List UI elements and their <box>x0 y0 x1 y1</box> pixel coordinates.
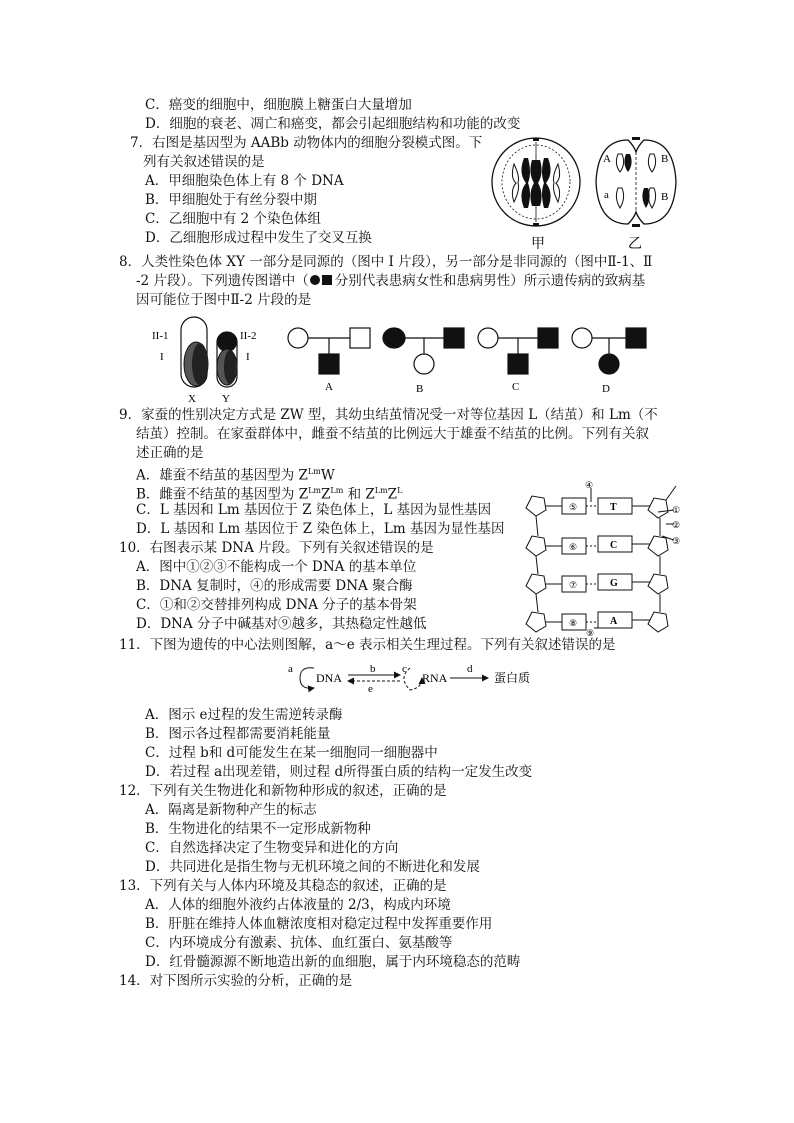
process-c-label: c <box>402 663 407 675</box>
q7-option-a: A．甲细胞染色体上有 8 个 DNA <box>145 173 344 189</box>
q9-option-c: C．L 基因和 Lm 基因位于 Z 染色体上，L 基因为显性基因 <box>136 502 492 518</box>
marker-4: ④ <box>585 480 594 490</box>
q13-option-c: C．内环境成分有激素、抗体、血红蛋白、氨基酸等 <box>145 935 453 951</box>
q11-stem: 11．下图为遗传的中心法则图解，a～e 表示相关生理过程。下列有关叙述错误的是 <box>119 637 616 653</box>
q7-option-d: D．乙细胞形成过程中发生了交叉互换 <box>145 230 372 246</box>
q9-b-mid3: Z <box>387 486 398 503</box>
marker-2: ② <box>672 520 681 530</box>
q9-a-tail: W <box>320 467 335 484</box>
q12-option-a: A．隔离是新物种产生的标志 <box>145 802 317 818</box>
cell-jia <box>492 138 580 226</box>
marker-8: ⑧ <box>569 618 578 628</box>
q7-stem-line1: 7．右图是基因型为 AABb 动物体内的细胞分裂模式图。下 <box>130 135 483 151</box>
process-a-label: a <box>288 663 293 675</box>
fig-label-yi: 乙 <box>628 237 642 252</box>
q13-stem: 13．下列有关与人体内环境及其稳态的叙述，正确的是 <box>119 878 447 894</box>
marker-5: ⑤ <box>569 502 578 512</box>
q9-stem-line3: 述正确的是 <box>136 445 204 461</box>
q10-stem: 10．右图表示某 DNA 片段。下列有关叙述错误的是 <box>119 540 434 556</box>
process-d-label: d <box>467 663 473 675</box>
pedigree-c <box>478 328 558 374</box>
q10-option-c: C．①和②交替排列构成 DNA 分子的基本骨架 <box>136 597 417 613</box>
q7-cell-division-figure <box>488 128 688 252</box>
q10-option-a: A．图中①②③不能构成一个 DNA 的基本单位 <box>136 559 417 575</box>
q9-b-mid: Z <box>321 486 331 503</box>
allele-A-label: A <box>603 153 611 165</box>
q9-b-sup3: Lm <box>374 486 388 495</box>
label-y: Y <box>222 393 230 404</box>
process-e-label: e <box>368 683 373 695</box>
q8-stem-line2 <box>136 272 645 290</box>
pedigree-label-a: A <box>325 381 333 393</box>
q13-option-d: D．红骨髓源源不断地造出新的血细胞，属于内环境稳态的范畴 <box>145 954 521 970</box>
q8-stem-line2-a: -2 片段）。下列遗传图谱中（ <box>136 273 309 289</box>
q9-b-sup1: Lm <box>308 486 321 495</box>
q12-option-b: B．生物进化的结果不一定形成新物种 <box>145 821 371 837</box>
q13-option-b: B．肝脏在维持人体血糖浓度相对稳定过程中发挥重要作用 <box>145 916 493 932</box>
pedigree-b <box>383 328 464 374</box>
q8-figure <box>140 314 660 404</box>
q11-option-b: B．图示各过程都需要消耗能量 <box>145 726 331 742</box>
marker-7: ⑦ <box>569 580 578 590</box>
q9-stem-line2: 结茧）控制。在家蚕群体中，雌蚕不结茧的比例远大于雄蚕不结茧的比例。下列有关叙 <box>136 426 649 442</box>
y-chromosome <box>217 332 237 387</box>
q9-a-sup: Lm <box>307 467 321 476</box>
label-i-right: I <box>246 351 250 363</box>
q13-option-a: A．人体的细胞外液约占体液量的 2/3，构成内环境 <box>145 897 451 913</box>
dna-label: DNA <box>316 671 342 685</box>
q9-stem-line1: 9．家蚕的性别决定方式是 ZW 型，其幼虫结茧情况受一对等位基因 L（结茧）和 Lm（不 <box>119 407 658 423</box>
q12-stem: 12．下列有关生物进化和新物种形成的叙述，正确的是 <box>119 783 447 799</box>
q8-stem-line1: 8．人类性染色体 XY 一部分是同源的（图中 I 片段），另一部分是非同源的（图中Ⅱ-1、Ⅱ <box>119 254 653 270</box>
affected-symbols-icon <box>309 274 335 286</box>
base-g: G <box>610 578 618 589</box>
cell-yi <box>596 137 676 227</box>
pedigree-label-b: B <box>416 383 424 395</box>
label-x: X <box>188 393 196 404</box>
allele-B-label-top: B <box>661 153 669 165</box>
q8-stem-line2-b: 分别代表患病女性和患病男性）所示遗传病的致病基 <box>334 273 646 289</box>
q7-option-b: B．甲细胞处于有丝分裂中期 <box>145 192 317 208</box>
x-chromosome <box>181 317 208 387</box>
base-c: C <box>610 540 618 551</box>
q12-option-c: C．自然选择决定了生物变异和进化的方向 <box>145 840 399 856</box>
q6-option-d: D．细胞的衰老、凋亡和癌变，都会引起细胞结构和功能的改变 <box>145 116 521 132</box>
q11-option-c: C．过程 b和 d可能发生在某一细胞同一细胞器中 <box>145 745 438 761</box>
pedigree-label-d: D <box>602 383 610 395</box>
rna-label: RNA <box>422 671 448 685</box>
q12-option-d: D．共同进化是指生物与无机环境之间的不断进化和发展 <box>145 859 480 875</box>
base-t: T <box>610 502 617 513</box>
pedigree-d <box>572 328 646 374</box>
q11-option-a: A．图示 e过程的发生需逆转录酶 <box>145 707 343 723</box>
q9-b-sup2: Lm <box>330 486 344 495</box>
q7-option-c: C．乙细胞中有 2 个染色体组 <box>145 211 322 227</box>
protein-label: 蛋白质 <box>494 671 531 685</box>
marker-6: ⑥ <box>569 542 578 552</box>
pedigree-a <box>288 328 370 374</box>
q10-option-d: D．DNA 分子中碱基对⑨越多，其热稳定性越低 <box>136 616 427 632</box>
q8-stem-line3: 因可能位于图中Ⅱ-2 片段的是 <box>136 292 312 308</box>
base-a: A <box>610 616 618 627</box>
q9-b-mid2: 和 Z <box>343 486 375 503</box>
pedigree-label-c: C <box>512 381 520 393</box>
process-b-label: b <box>370 663 376 675</box>
q11-option-d: D．若过程 a出现差错，则过程 d所得蛋白质的结构一定发生改变 <box>145 764 533 780</box>
q6-option-c: C．癌变的细胞中，细胞膜上糖蛋白大量增加 <box>145 97 412 113</box>
q9-option-d: D．L 基因和 Lm 基因位于 Z 染色体上，Lm 基因为显性基因 <box>136 521 505 537</box>
label-ii1: II-1 <box>152 330 169 342</box>
allele-a-label: a <box>604 189 609 201</box>
q11-central-dogma-figure <box>282 658 542 698</box>
q7-stem-line2: 列有关叙述错误的是 <box>143 154 265 170</box>
label-i-left: I <box>160 351 164 363</box>
q10-dna-segment-figure <box>514 478 684 636</box>
marker-1: ① <box>672 505 681 515</box>
fig-label-jia: 甲 <box>531 237 545 252</box>
allele-B-label-bottom: B <box>661 191 669 203</box>
q10-option-b: B．DNA 复制时，④的形成需要 DNA 聚合酶 <box>136 578 413 594</box>
q9-b-text: B．雌蚕不结茧的基因型为 Z <box>136 486 309 503</box>
marker-3: ③ <box>672 536 681 546</box>
q14-stem: 14．对下图所示实验的分析，正确的是 <box>119 973 353 989</box>
marker-9: ⑨ <box>586 628 595 636</box>
q9-b-sup4: L <box>397 486 403 495</box>
q9-a-text: A．雄蚕不结茧的基因型为 Z <box>136 467 308 484</box>
label-ii2: II-2 <box>240 330 257 342</box>
